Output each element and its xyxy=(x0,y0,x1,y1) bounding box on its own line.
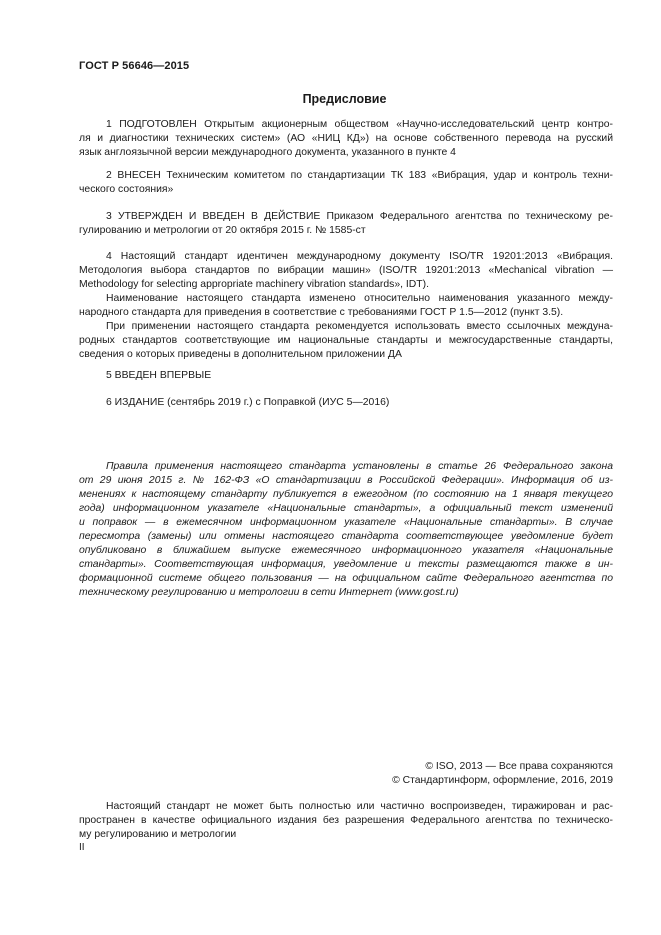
page-number: II xyxy=(79,842,85,853)
item-2 xyxy=(79,169,613,197)
item-4c-line: При применении настоящего стандарта рекомендуется использовать вместо ссылочных междуна- xyxy=(106,321,613,332)
item-5-line: 5 ВВЕДЕН ВПЕРВЫЕ xyxy=(106,370,212,381)
document-header: ГОСТ Р 56646—2015 xyxy=(79,60,190,72)
item-3 xyxy=(79,210,613,238)
item-3-line: гулированию и метрологии от 20 октября 2015 г. № 1585-ст xyxy=(79,225,366,236)
item-5 xyxy=(79,369,613,383)
notice-line: опубликовано в ближайшем выпуске ежемесячного информационного указателя «Национальные xyxy=(79,545,613,556)
item-3-line: 3 УТВЕРЖДЕН И ВВЕДЕН В ДЕЙСТВИЕ Приказом Федерального агентства по техническому ре- xyxy=(106,211,613,222)
item-4 xyxy=(79,250,613,362)
item-2-line: 2 ВНЕСЕН Техническим комитетом по стандартизации ТК 183 «Вибрация, удар и контроль техни- xyxy=(106,170,613,181)
item-4-line: Методология выбора стандартов по вибрации машин» (ISO/TR 19201:2013 «Mechanical vibration — xyxy=(79,265,613,276)
notice-line: и поправок — в ежемесячном информационном указателе «Национальные стандарты». В случае xyxy=(79,517,613,528)
item-4b-line: народного стандарта для приведения в соответствие с требованиями ГОСТ Р 1.5—2012 (пункт 3.5). xyxy=(79,307,564,318)
reproduction-line: пространен в качестве официального издания без разрешения Федерального агентства по техническо- xyxy=(79,815,613,826)
notice-line: Правила применения настоящего стандарта установлены в статье 26 Федерального закона xyxy=(106,461,613,472)
copyright-block xyxy=(79,760,613,788)
item-4-line: Methodology for selecting appropriate machinery vibration standards», IDT). xyxy=(79,279,429,290)
notice-line: формационной системе общего пользования — на официальном сайте Федерального агентства по xyxy=(79,573,613,584)
item-4c-line: родных стандартов соответствующие им национальные стандарты и межгосударственные стандарты, xyxy=(79,335,613,346)
notice-line: стандарты». Соответствующая информация, уведомление и тексты размещаются также в ин- xyxy=(79,559,613,570)
legal-notice xyxy=(79,460,613,600)
copyright-standartinform: © Стандартинформ, оформление, 2016, 2019 xyxy=(392,775,613,786)
item-4-line: 4 Настоящий стандарт идентичен международному документу ISO/TR 19201:2013 «Вибрация. xyxy=(106,251,613,262)
notice-line: от 29 июня 2015 г. № 162-ФЗ «О стандартизации в Российской Федерации». Информация об из- xyxy=(79,475,613,486)
item-1-line: 1 ПОДГОТОВЛЕН Открытым акционерным обществом «Научно-исследовательский центр контро- xyxy=(106,119,613,130)
reproduction-notice xyxy=(79,800,613,842)
item-1-line: ля и диагностики технических систем» (АО «НИЦ КД») на основе собственного перевода на русский xyxy=(79,133,613,144)
notice-line: техническому регулированию и метрологии в сети Интернет (www.gost.ru) xyxy=(79,587,459,598)
reproduction-line: Настоящий стандарт не может быть полностью или частично воспроизведен, тиражирован и рас- xyxy=(106,801,613,812)
page-title: Предисловие xyxy=(302,92,387,106)
notice-line: года) информационном указателе «Национальные стандарты», а официальный текст изменений xyxy=(79,503,613,514)
item-6 xyxy=(79,396,613,410)
notice-line: менениях к настоящему стандарту публикуется в ежегодном (по состоянию на 1 января текущего xyxy=(79,489,613,500)
reproduction-line: му регулированию и метрологии xyxy=(79,829,237,840)
item-4b-line: Наименование настоящего стандарта изменено относительно наименования указанного между- xyxy=(106,293,613,304)
item-4c-line: сведения о которых приведены в дополнительном приложении ДА xyxy=(79,349,402,360)
copyright-iso: © ISO, 2013 — Все права сохраняются xyxy=(425,761,613,772)
item-1 xyxy=(79,118,613,160)
notice-line: пересмотра (замены) или отмены настоящего стандарта соответствующее уведомление будет xyxy=(79,531,613,542)
item-6-line: 6 ИЗДАНИЕ (сентябрь 2019 г.) с Поправкой (ИУС 5—2016) xyxy=(106,397,390,408)
item-2-line: ческого состояния» xyxy=(79,184,174,195)
item-1-line: язык англоязычной версии международного документа, указанного в пункте 4 xyxy=(79,147,456,158)
